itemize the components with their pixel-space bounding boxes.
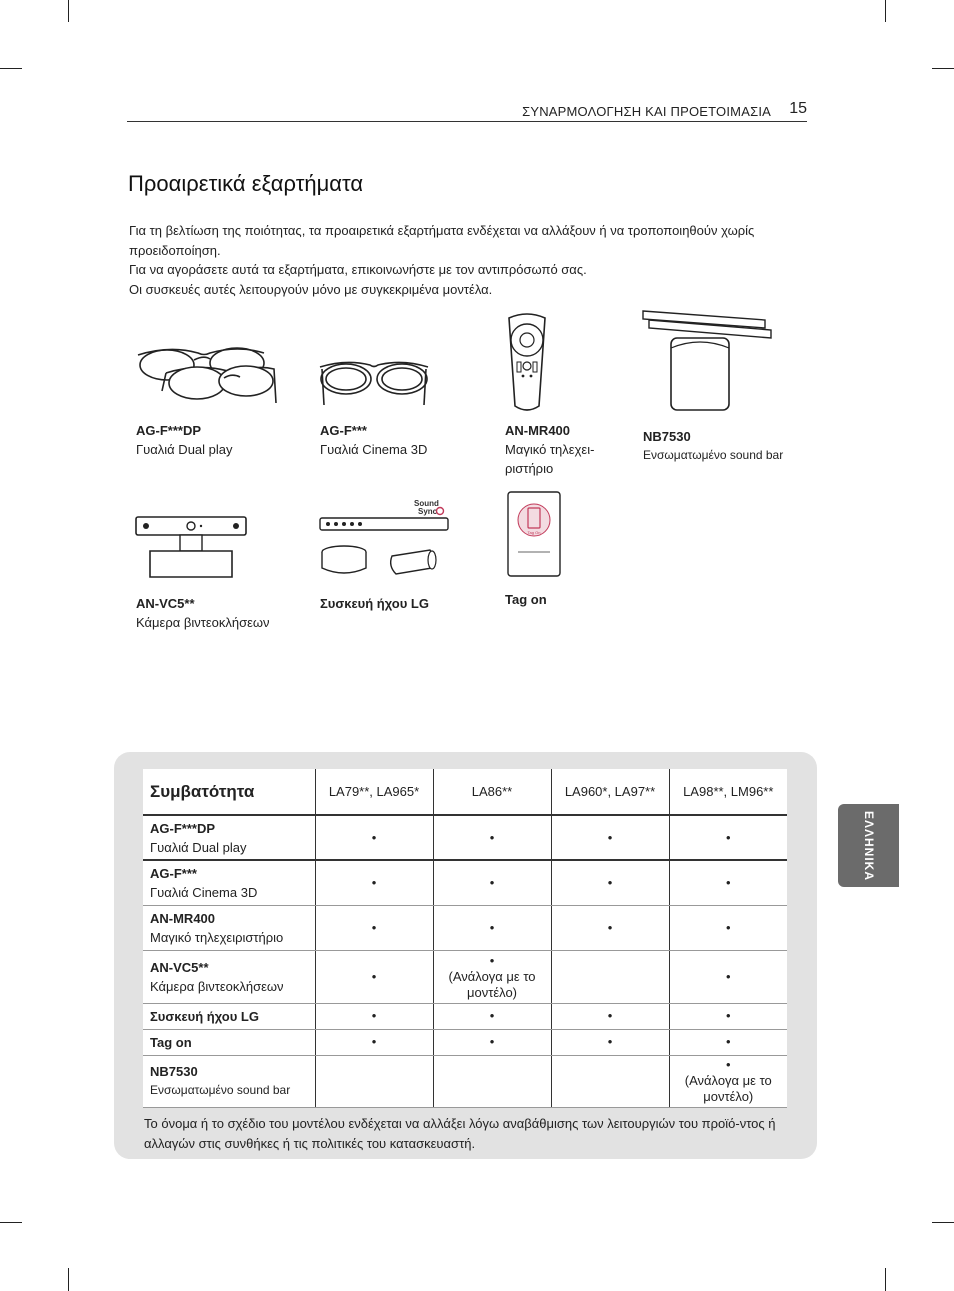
- compat-cell: • (Ανάλογα με το μοντέλο): [433, 950, 551, 1003]
- row-desc: Μαγικό τηλεχειριστήριο: [150, 929, 284, 945]
- accessory-ag-f-dp: [136, 421, 233, 459]
- accessory-code: AN-VC5**: [136, 596, 195, 611]
- sound-bar-illustration: [641, 308, 775, 416]
- accessory-code: Tag on: [505, 592, 547, 607]
- compat-cell: •: [669, 860, 787, 905]
- compat-cell: •: [433, 860, 551, 905]
- row-code: Tag on: [150, 1034, 192, 1050]
- column-header: LA86**: [433, 769, 551, 815]
- row-name: [143, 860, 315, 905]
- crop-mark: [885, 0, 886, 22]
- compat-cell: •: [433, 815, 551, 860]
- row-desc: Γυαλιά Cinema 3D: [150, 884, 258, 900]
- intro-paragraph: [129, 221, 809, 299]
- row-desc: Κάμερα βιντεοκλήσεων: [150, 978, 284, 994]
- accessory-code: AG-F***: [320, 423, 367, 438]
- video-call-camera-illustration: [134, 515, 248, 581]
- compat-cell: •: [551, 860, 669, 905]
- accessory-tag-on: [505, 590, 547, 609]
- accessory-desc: Κάμερα βιντεοκλήσεων: [136, 615, 270, 630]
- accessory-code: AG-F***DP: [136, 423, 202, 438]
- crop-mark: [0, 68, 22, 69]
- intro-line: Για τη βελτίωση της ποιότητας, τα προαιρετικά εξαρτήματα ενδέχεται να αλλάξουν ή να τροποποιηθούν χωρίς προειδοποίηση.: [129, 223, 755, 258]
- table-row: [143, 950, 787, 1003]
- compat-cell: [433, 1055, 551, 1107]
- accessory-code: AN-MR400: [505, 423, 571, 438]
- row-name: [143, 1055, 315, 1107]
- table-row: [143, 905, 787, 950]
- table-row: [143, 1029, 787, 1055]
- sound-sync-mark: Sound: [414, 499, 439, 508]
- table-row: [143, 1055, 787, 1107]
- compat-cell: [315, 1055, 433, 1107]
- row-name: [143, 815, 315, 860]
- crop-mark: [68, 1268, 69, 1291]
- compat-cell: •: [669, 815, 787, 860]
- crop-mark: [932, 68, 954, 69]
- compat-cell: •: [315, 1003, 433, 1029]
- compat-cell: •: [315, 950, 433, 1003]
- table-row: [143, 860, 787, 905]
- row-desc: Ενσωματωμένο sound bar: [150, 1083, 291, 1097]
- row-code: AG-F***DP: [150, 820, 216, 836]
- accessory-desc: Γυαλιά Cinema 3D: [320, 442, 428, 457]
- row-code: Συσκευή ήχου LG: [150, 1008, 259, 1024]
- compatibility-note: Το όνομα ή το σχέδιο του μοντέλου ενδέχεται να αλλάξει λόγω αναβάθμισης των λειτουργιών του προϊό-ντος ή αλλαγών στις συνθήκες ή τις πολιτικές του κατασκευαστή.: [144, 1116, 776, 1151]
- compat-cell: •: [669, 1029, 787, 1055]
- compat-cell: •: [551, 815, 669, 860]
- table-row: [143, 815, 787, 860]
- tag-on-mark: Tag On: [527, 530, 541, 535]
- compat-cell: •: [669, 950, 787, 1003]
- language-tab: [838, 804, 899, 887]
- compat-cell: •: [433, 1003, 551, 1029]
- page-number: 15: [789, 100, 807, 117]
- row-desc: Γυαλιά Dual play: [150, 839, 247, 855]
- row-name: [143, 950, 315, 1003]
- row-name: [143, 1029, 315, 1055]
- compat-cell: •: [433, 905, 551, 950]
- page-title: Προαιρετικά εξαρτήματα: [128, 171, 364, 196]
- row-name: [143, 1003, 315, 1029]
- accessory-code: NB7530: [643, 429, 691, 444]
- row-code: AN-VC5**: [150, 959, 209, 975]
- row-code: AN-MR400: [150, 910, 216, 926]
- compat-cell: •: [315, 815, 433, 860]
- compat-title: Συμβατότητα: [143, 769, 315, 815]
- row-name: [143, 905, 315, 950]
- compat-cell: •: [315, 860, 433, 905]
- crop-mark: [932, 1222, 954, 1223]
- accessory-an-vc5: [136, 594, 270, 632]
- language-tab-label: ΕΛΛΗΝΙΚΑ: [861, 810, 876, 881]
- intro-line: Για να αγοράσετε αυτά τα εξαρτήματα, επικοινωνήστε με τον αντιπρόσωπό σας.: [129, 262, 587, 277]
- running-header: [127, 100, 807, 122]
- crop-mark: [885, 1268, 886, 1291]
- row-code: NB7530: [150, 1064, 198, 1079]
- compat-cell: •: [433, 1029, 551, 1055]
- accessory-desc: Μαγικό τηλεχει-ριστήριο: [505, 442, 595, 476]
- compatibility-table: [143, 769, 787, 1108]
- table-row: [143, 1003, 787, 1029]
- compat-cell: •: [669, 905, 787, 950]
- compat-cell: •: [551, 905, 669, 950]
- crop-mark: [68, 0, 69, 22]
- accessory-code: Συσκευή ήχου LG: [320, 596, 429, 611]
- cinema-3d-glasses-illustration: [318, 355, 430, 411]
- column-header: LA98**, LM96**: [669, 769, 787, 815]
- crop-mark: [0, 1222, 22, 1223]
- accessory-desc: Γυαλιά Dual play: [136, 442, 233, 457]
- accessory-an-mr400: [505, 421, 615, 478]
- accessory-lg-audio: [320, 594, 429, 613]
- tag-on-illustration: [506, 490, 562, 578]
- sound-sync-mark: Sync: [418, 507, 438, 516]
- intro-line: Οι συσκευές αυτές λειτουργούν μόνο με συγκεκριμένα μοντέλα.: [129, 281, 493, 297]
- compat-cell: [551, 1055, 669, 1107]
- row-code: AG-F***: [150, 865, 197, 881]
- magic-remote-illustration: [503, 310, 551, 412]
- compat-cell: •: [551, 1029, 669, 1055]
- accessory-nb7530: [643, 427, 783, 465]
- header-section-title: ΣΥΝΑΡΜΟΛΟΓΗΣΗ ΚΑΙ ΠΡΟΕΤΟΙΜΑΣΙΑ: [522, 104, 771, 119]
- accessory-desc: Ενσωματωμένο sound bar: [643, 448, 784, 462]
- column-header: LA79**, LA965*: [315, 769, 433, 815]
- compat-cell: • (Ανάλογα με το μοντέλο): [669, 1055, 787, 1107]
- accessory-ag-f: [320, 421, 427, 459]
- compat-cell: •: [315, 1029, 433, 1055]
- compat-cell: •: [669, 1003, 787, 1029]
- dual-play-glasses-illustration: [134, 343, 278, 409]
- compat-cell: [551, 950, 669, 1003]
- compat-cell: •: [551, 1003, 669, 1029]
- compat-cell: •: [315, 905, 433, 950]
- column-header: LA960*, LA97**: [551, 769, 669, 815]
- lg-audio-device-illustration: [318, 498, 452, 580]
